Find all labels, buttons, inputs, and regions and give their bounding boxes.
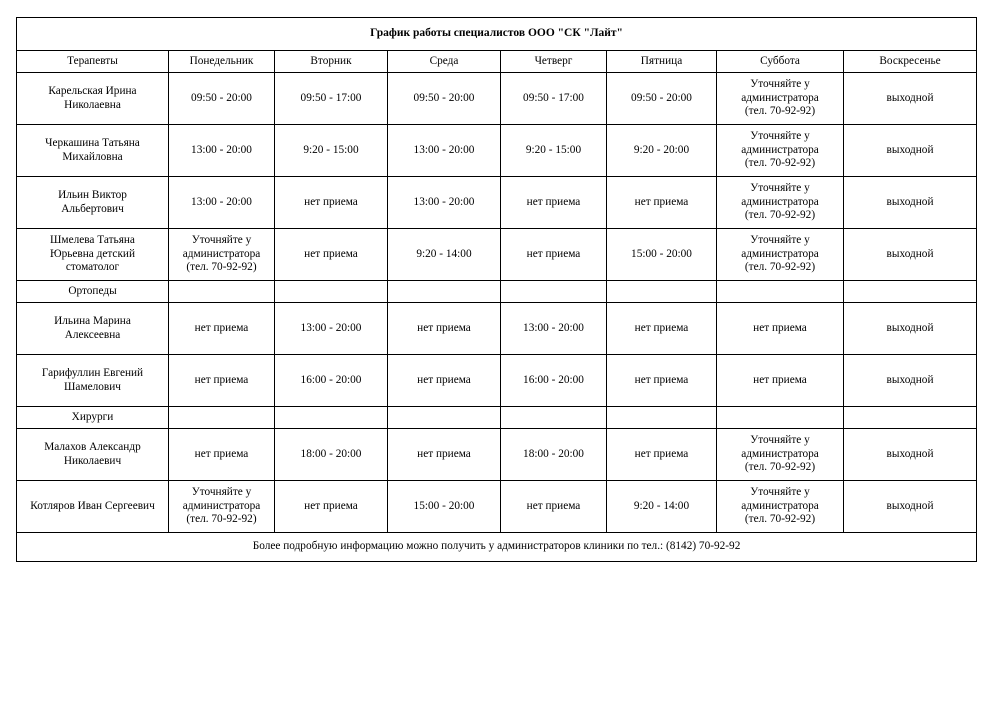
schedule-cell-text: нет приема: [634, 373, 689, 386]
doctor-name: [17, 177, 169, 229]
schedule-cell: [275, 125, 388, 177]
schedule-cell: [844, 73, 977, 125]
column-header-text: Вторник: [310, 54, 352, 67]
doctor-name: [17, 429, 169, 481]
section-label: [17, 281, 169, 303]
schedule-cell-text: 13:00 - 20:00: [413, 195, 475, 208]
schedule-cell-text: выходной: [886, 447, 934, 460]
empty-cell: [844, 281, 977, 303]
table-row: [17, 481, 977, 533]
table-row: [17, 229, 977, 281]
schedule-cell-text: 18:00 - 20:00: [300, 447, 362, 460]
schedule-cell: [388, 303, 501, 355]
section-label: [17, 407, 169, 429]
schedule-cell: [388, 429, 501, 481]
empty-cell: [388, 281, 501, 303]
schedule-cell-text: нет приема: [526, 499, 581, 512]
table-row: [17, 355, 977, 407]
doctor-name-text: Ильин Виктор Альбертович: [58, 189, 127, 215]
empty-cell: [607, 281, 717, 303]
schedule-cell: [717, 303, 844, 355]
schedule-cell: [501, 125, 607, 177]
schedule-cell-text: Уточняйте у администратора (тел. 70-92-92): [741, 486, 819, 526]
schedule-cell: [388, 481, 501, 533]
doctor-name: [17, 355, 169, 407]
schedule-cell-text: Уточняйте у администратора (тел. 70-92-92): [741, 182, 819, 222]
empty-cell: [717, 281, 844, 303]
schedule-cell-text: 9:20 - 14:00: [416, 247, 472, 260]
doctor-name-text: Гарифуллин Евгений Шамелович: [41, 367, 144, 393]
schedule-cell-text: нет приема: [417, 447, 471, 460]
schedule-cell-text: 09:50 - 20:00: [191, 91, 252, 104]
column-header: [717, 51, 844, 73]
schedule-cell: [844, 481, 977, 533]
schedule-cell-text: нет приема: [634, 195, 689, 208]
schedule-cell-text: выходной: [886, 143, 934, 156]
schedule-cell: [275, 429, 388, 481]
column-header-text: Четверг: [534, 54, 573, 67]
table-row: [17, 303, 977, 355]
schedule-cell: [844, 429, 977, 481]
schedule-cell-text: нет приема: [417, 321, 471, 334]
schedule-cell: [844, 177, 977, 229]
column-header: [275, 51, 388, 73]
doctor-name: [17, 481, 169, 533]
schedule-cell-text: 09:50 - 20:00: [413, 91, 475, 104]
schedule-cell-text: выходной: [886, 91, 934, 104]
doctor-name: [17, 73, 169, 125]
footer-row: [17, 533, 977, 562]
schedule-cell-text: нет приема: [526, 247, 581, 260]
schedule-cell: [275, 177, 388, 229]
schedule-cell: [501, 355, 607, 407]
schedule-cell-text: нет приема: [753, 321, 807, 334]
schedule-cell: [388, 73, 501, 125]
empty-cell: [275, 281, 388, 303]
schedule-cell-text: 13:00 - 20:00: [413, 143, 475, 156]
section-label-text: Хирурги: [71, 410, 114, 423]
schedule-cell: [501, 229, 607, 281]
schedule-cell-text: 15:00 - 20:00: [413, 499, 475, 512]
empty-cell: [501, 281, 607, 303]
column-header: [844, 51, 977, 73]
schedule-cell: [717, 355, 844, 407]
schedule-cell-text: 9:20 - 15:00: [525, 143, 582, 156]
schedule-cell-text: выходной: [886, 247, 934, 260]
schedule-cell: [275, 303, 388, 355]
schedule-cell: [607, 73, 717, 125]
schedule-cell: [388, 355, 501, 407]
schedule-cell-text: выходной: [886, 499, 934, 512]
schedule-cell: [501, 177, 607, 229]
schedule-cell-text: 9:20 - 15:00: [303, 143, 359, 156]
schedule-cell: [275, 229, 388, 281]
schedule-cell: [607, 303, 717, 355]
table-title: График работы специалистов ООО "СК "Лайт": [17, 18, 977, 51]
schedule-cell-text: Уточняйте у администратора (тел. 70-92-92): [741, 78, 819, 118]
schedule-cell-text: нет приема: [304, 499, 358, 512]
section-row: [17, 407, 977, 429]
schedule-cell-text: нет приема: [194, 373, 249, 386]
schedule-cell: [607, 229, 717, 281]
schedule-cell: [607, 355, 717, 407]
column-header-text: Понедельник: [189, 54, 254, 67]
column-header-text: Воскресенье: [879, 54, 941, 67]
schedule-cell-text: Уточняйте у администратора (тел. 70-92-92): [741, 130, 819, 170]
column-header: [169, 51, 275, 73]
schedule-cell: [717, 177, 844, 229]
column-header: [17, 51, 169, 73]
schedule-cell-text: нет приема: [634, 447, 689, 460]
schedule-cell: [844, 303, 977, 355]
schedule-cell-text: нет приема: [194, 321, 249, 334]
header-row: [17, 51, 977, 73]
schedule-cell-text: выходной: [886, 373, 934, 386]
empty-cell: [844, 407, 977, 429]
schedule-cell-text: нет приема: [194, 447, 249, 460]
schedule-cell-text: Уточняйте у администратора (тел. 70-92-92): [741, 234, 819, 274]
schedule-cell: [717, 73, 844, 125]
column-header-text: Терапевты: [67, 54, 118, 67]
schedule-cell: [169, 125, 275, 177]
table-row: [17, 73, 977, 125]
table-row: [17, 429, 977, 481]
schedule-cell-text: 13:00 - 20:00: [300, 321, 362, 334]
schedule-cell: [169, 481, 275, 533]
doctor-name-text: Котляров Иван Сергеевич: [30, 499, 155, 512]
schedule-cell-text: Уточняйте у администратора (тел. 70-92-92): [741, 434, 819, 474]
schedule-cell: [275, 481, 388, 533]
schedule-cell-text: Уточняйте у администратора (тел. 70-92-92): [182, 234, 261, 274]
empty-cell: [501, 407, 607, 429]
schedule-cell: [717, 125, 844, 177]
column-header: [388, 51, 501, 73]
schedule-cell: [275, 355, 388, 407]
schedule-cell: [844, 355, 977, 407]
schedule-cell-text: нет приема: [417, 373, 471, 386]
schedule-cell: [717, 229, 844, 281]
doctor-name: [17, 125, 169, 177]
schedule-cell-text: 9:20 - 14:00: [633, 499, 690, 512]
schedule-cell: [169, 355, 275, 407]
schedule-cell: [607, 125, 717, 177]
column-header: [607, 51, 717, 73]
empty-cell: [169, 281, 275, 303]
empty-cell: [607, 407, 717, 429]
schedule-cell: [388, 125, 501, 177]
section-label-text: Ортопеды: [68, 284, 117, 297]
schedule-cell-text: 13:00 - 20:00: [191, 195, 252, 208]
empty-cell: [388, 407, 501, 429]
schedule-cell: [717, 429, 844, 481]
empty-cell: [275, 407, 388, 429]
column-header-text: Среда: [429, 54, 459, 67]
schedule-cell-text: Уточняйте у администратора (тел. 70-92-92): [182, 486, 261, 526]
section-row: [17, 281, 977, 303]
schedule-cell-text: 9:20 - 20:00: [633, 143, 690, 156]
doctor-name: [17, 229, 169, 281]
schedule-cell: [717, 481, 844, 533]
schedule-cell: [501, 429, 607, 481]
doctor-name-text: Ильина Марина Алексеевна: [54, 315, 131, 341]
schedule-cell: [169, 429, 275, 481]
schedule-cell-text: нет приема: [634, 321, 689, 334]
footer-note: [17, 533, 977, 562]
schedule-cell-text: 16:00 - 20:00: [300, 373, 362, 386]
schedule-cell: [169, 229, 275, 281]
schedule-cell: [501, 303, 607, 355]
doctor-name-text: Шмелева Татьяна Юрьевна детский стоматолог: [49, 234, 136, 274]
schedule-cell-text: 13:00 - 20:00: [523, 321, 584, 334]
table-row: [17, 177, 977, 229]
schedule-cell: [607, 481, 717, 533]
schedule-cell-text: нет приема: [526, 195, 581, 208]
schedule-cell-text: 13:00 - 20:00: [191, 143, 252, 156]
schedule-cell: [275, 73, 388, 125]
schedule-cell-text: 18:00 - 20:00: [523, 447, 584, 460]
doctor-name: [17, 303, 169, 355]
schedule-cell-text: 09:50 - 17:00: [523, 91, 584, 104]
schedule-cell: [169, 73, 275, 125]
schedule-cell-text: 15:00 - 20:00: [631, 247, 692, 260]
schedule-cell: [169, 303, 275, 355]
empty-cell: [169, 407, 275, 429]
doctor-name-text: Малахов Александр Николаевич: [44, 441, 141, 467]
table-row: [17, 125, 977, 177]
title-row: [17, 18, 977, 51]
schedule-cell: [388, 177, 501, 229]
schedule-cell: [169, 177, 275, 229]
empty-cell: [717, 407, 844, 429]
schedule-cell: [607, 429, 717, 481]
schedule-cell: [844, 229, 977, 281]
schedule-cell: [501, 73, 607, 125]
column-header: [501, 51, 607, 73]
schedule-cell: [844, 125, 977, 177]
schedule-cell-text: 16:00 - 20:00: [523, 373, 584, 386]
column-header-text: Пятница: [640, 54, 683, 67]
schedule-table: [16, 17, 977, 562]
schedule-cell-text: нет приема: [753, 373, 807, 386]
doctor-name-text: Карельская Ирина Николаевна: [48, 85, 137, 111]
column-header-text: Суббота: [760, 54, 800, 67]
schedule-cell-text: 09:50 - 17:00: [300, 91, 362, 104]
schedule-cell: [607, 177, 717, 229]
schedule-cell-text: 09:50 - 20:00: [631, 91, 692, 104]
schedule-cell-text: выходной: [886, 321, 934, 334]
schedule-cell: [501, 481, 607, 533]
schedule-cell-text: выходной: [886, 195, 934, 208]
schedule-cell: [388, 229, 501, 281]
schedule-cell-text: нет приема: [304, 195, 358, 208]
schedule-cell-text: нет приема: [304, 247, 358, 260]
doctor-name-text: Черкашина Татьяна Михайловна: [45, 137, 140, 163]
footer-note-text: Более подробную информацию можно получить у администраторов клиники по тел.: (8142) 70-92-92: [252, 540, 741, 553]
